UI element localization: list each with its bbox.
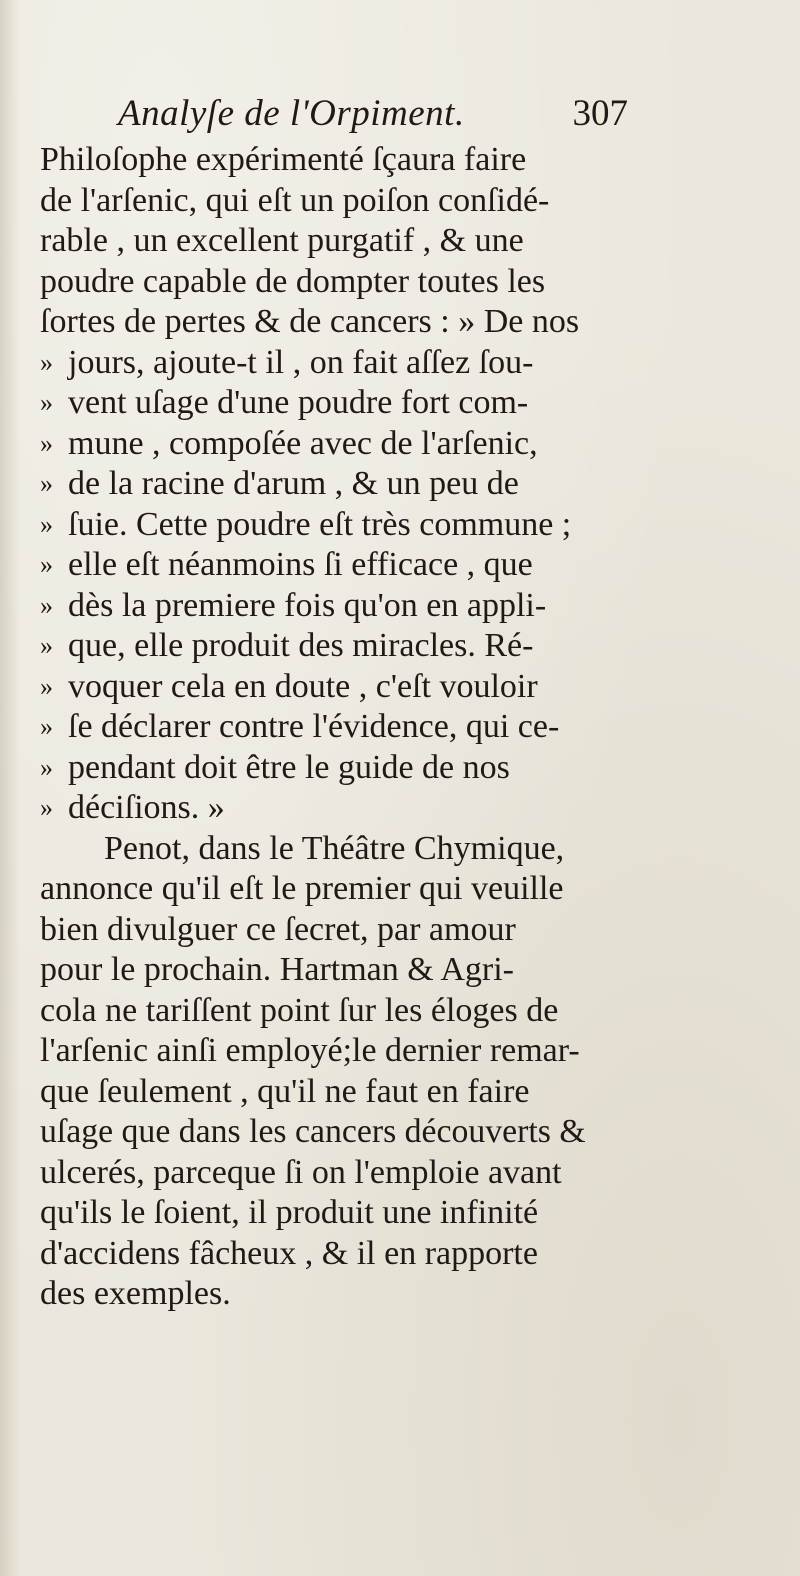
line-text: d'accidens fâcheux , & il en rapporte	[40, 1234, 538, 1272]
quote-mark: »	[40, 347, 53, 377]
line-text: que, elle produit des miracles. Ré-	[68, 627, 534, 664]
quote-mark: »	[40, 671, 53, 701]
page-number: 307	[572, 93, 628, 134]
quote-mark: »	[40, 631, 53, 660]
line-text: des exemples.	[40, 1275, 231, 1312]
line-text: uſage que dans les cancers découverts &	[40, 1113, 586, 1150]
line-text: Philoſophe expérimenté ſçaura faire	[40, 141, 527, 178]
line-text: cola ne tariſſent point ſur les éloges de	[40, 991, 559, 1029]
quote-mark: »	[40, 550, 53, 579]
text-line	[40, 221, 610, 262]
line-text: dès la premiere fois qu'on en appli-	[68, 586, 547, 624]
text-line	[40, 950, 610, 991]
line-text: rable , un excellent purgatif , & une	[40, 222, 524, 259]
quote-mark: »	[40, 712, 53, 741]
text-line	[40, 545, 610, 586]
text-line	[40, 383, 610, 424]
line-text: bien divulguer ce ſecret, par amour	[40, 910, 516, 948]
quote-mark: »	[40, 509, 53, 539]
line-text: pour le prochain. Hartman & Agri-	[40, 951, 514, 988]
line-text: Penot, dans le Théâtre Chymique,	[104, 829, 565, 867]
line-text: déciſions. »	[68, 789, 225, 826]
text-line	[40, 991, 610, 1032]
line-text: qu'ils le ſoient, il produit une infinité	[40, 1194, 539, 1231]
text-line	[40, 1153, 610, 1194]
text-line	[40, 910, 610, 951]
line-text: poudre capable de dompter toutes les	[40, 262, 546, 300]
quote-mark: »	[40, 752, 53, 782]
text-line	[40, 626, 610, 667]
line-text: elle eſt néanmoins ſi efficace , que	[68, 546, 533, 583]
text-line	[40, 343, 610, 384]
text-line	[40, 1274, 610, 1315]
text-line	[40, 424, 610, 465]
line-text: pendant doit être le guide de nos	[68, 748, 510, 786]
line-text: ſe déclarer contre l'évidence, qui ce-	[68, 708, 560, 745]
text-line	[40, 586, 610, 627]
text-line	[40, 140, 610, 181]
text-line	[40, 829, 610, 870]
line-text: mune , compoſée avec de l'arſenic,	[68, 424, 538, 462]
line-text: de l'arſenic, qui eſt un poiſon conſidé-	[40, 181, 550, 219]
line-text: jours, ajoute-t il , on fait aſſez ſou-	[68, 343, 534, 381]
text-line	[40, 707, 610, 748]
quote-mark: »	[40, 388, 53, 417]
line-text: de la racine d'arum , & un peu de	[68, 465, 519, 502]
quote-mark: »	[40, 469, 53, 498]
line-text: vent uſage d'une poudre fort com-	[68, 384, 529, 421]
line-text: ulcerés, parceque ſi on l'emploie avant	[40, 1153, 562, 1191]
line-text: voquer cela en doute , c'eſt vouloir	[68, 667, 538, 705]
quote-mark: »	[40, 428, 53, 458]
text-line	[40, 869, 610, 910]
text-line	[40, 1193, 610, 1234]
text-line	[40, 302, 610, 343]
text-line	[40, 748, 610, 789]
quote-mark: »	[40, 793, 53, 822]
text-line	[40, 181, 610, 222]
text-line	[40, 667, 610, 708]
text-line	[40, 1072, 610, 1113]
line-text: annonce qu'il eſt le premier qui veuille	[40, 870, 564, 907]
text-line	[40, 505, 610, 546]
line-text: que ſeulement , qu'il ne faut en faire	[40, 1072, 530, 1110]
line-text: ſuie. Cette poudre eſt très commune ;	[68, 505, 572, 543]
running-title: Analyſe de l'Orpiment.	[118, 93, 465, 134]
text-line	[40, 1112, 610, 1153]
line-text: ſortes de pertes & de cancers : » De nos	[40, 303, 580, 340]
text-line	[40, 262, 610, 303]
page-gutter-shadow	[0, 0, 20, 1576]
text-line	[40, 1234, 610, 1275]
text-line	[40, 788, 610, 829]
page-header	[118, 92, 628, 142]
body-text	[40, 140, 610, 1315]
quote-mark: »	[40, 590, 53, 620]
line-text: l'arſenic ainſi employé;le dernier remar-	[40, 1032, 580, 1069]
text-line	[40, 1031, 610, 1072]
text-line	[40, 464, 610, 505]
